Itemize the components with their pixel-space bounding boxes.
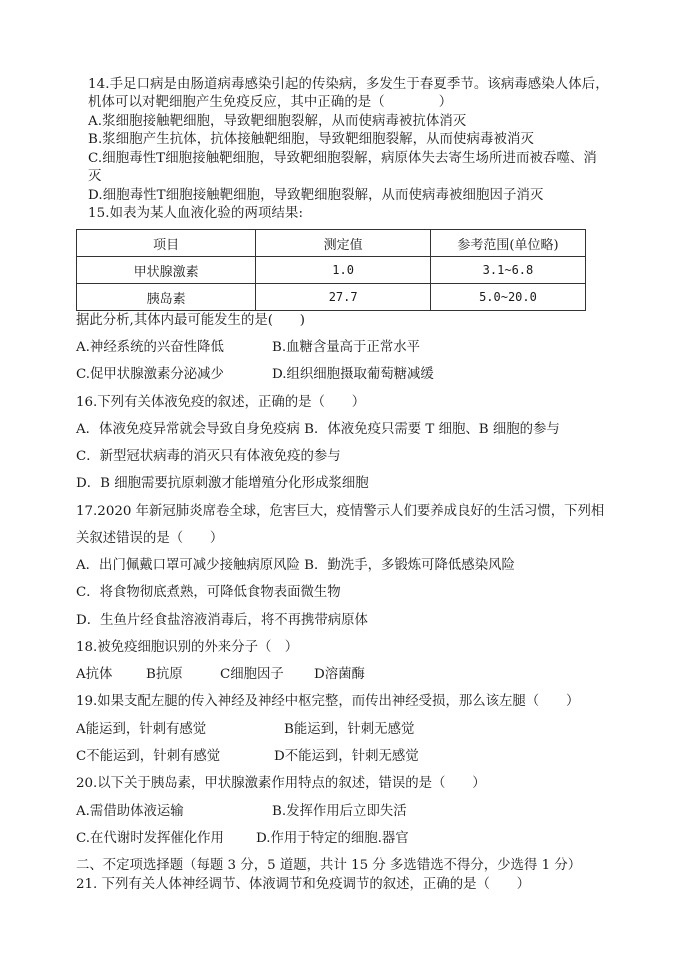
table-cell-measured: 1.0	[256, 257, 431, 284]
q15-option-c: C.促甲状腺激素分泌减少	[76, 367, 224, 382]
q15-stem: 15.如表为某人血液化验的两项结果:	[88, 206, 304, 221]
q20-options-ab	[76, 803, 407, 821]
q19-stem: 19.如果支配左腿的传入神经及神经中枢完整，而传出神经受损，那么该左腿（ ）	[76, 694, 580, 709]
q20-stem: 20.以下关于胰岛素，甲状腺激素作用特点的叙述，错误的是（ ）	[76, 776, 486, 791]
q19-option-a: A能运到，针刺有感觉	[76, 722, 207, 737]
q16-stem: 16.下列有关体液免疫的叙述，正确的是（ ）	[76, 395, 366, 410]
q18-option-c: C细胞因子	[220, 667, 284, 682]
table-header-item: 项目	[77, 230, 256, 257]
q20-option-a: A.需借助体液运输	[76, 804, 184, 819]
q18-option-a: A抗体	[76, 667, 113, 682]
q20-option-d: D.作用于特定的细胞.器官	[256, 831, 409, 846]
q15-option-d: D.组织细胞摄取葡萄糖减缓	[272, 367, 434, 382]
q19-option-c: C不能运到，针刺有感觉	[76, 749, 221, 764]
table-cell-item: 胰岛素	[77, 284, 256, 311]
q14-option-d: D.细胞毒性T细胞接触靶细胞，导致靶细胞裂解，从而使病毒被细胞因子消灭	[88, 188, 544, 203]
q14-option-a: A.浆细胞接触靶细胞，导致靶细胞裂解，从而使病毒被抗体消灭	[88, 114, 467, 129]
q15-options-cd	[76, 366, 434, 384]
q14-stem-line1: 14.手足口病是由肠道病毒感染引起的传染病，多发生于春夏季节。该病毒感染人体后，	[88, 77, 609, 92]
q17-option-d: D．生鱼片经食盐溶液消毒后，将不再携带病原体	[76, 613, 368, 628]
q17-stem-line1: 17.2020 年新冠肺炎席卷全球，危害巨大，疫情警示人们要养成良好的生活习惯，下列相	[76, 504, 605, 519]
q18-options	[76, 666, 365, 684]
q14-option-c-line1: C.细胞毒性T细胞接触靶细胞，导致靶细胞裂解，病原体失去寄生场所进而被吞噬、消	[88, 151, 597, 166]
table-cell-item: 甲状腺激素	[77, 257, 256, 284]
q15-option-a: A.神经系统的兴奋性降低	[76, 340, 224, 355]
q20-option-b: B.发挥作用后立即失活	[272, 804, 407, 819]
table-cell-measured: 27.7	[256, 284, 431, 311]
q19-options-cd	[76, 748, 419, 766]
q14-stem-line2: 机体可以对靶细胞产生免疫反应，其中正确的是（ ）	[88, 95, 453, 110]
q16-option-d: D．B 细胞需要抗原刺激才能增殖分化形成浆细胞	[76, 476, 369, 491]
q14-option-b: B.浆细胞产生抗体，抗体接触靶细胞，导致靶细胞裂解，从而使病毒被消灭	[88, 132, 534, 147]
q19-option-b: B能运到，针刺无感觉	[284, 722, 415, 737]
q17-options-ab: A．出门佩戴口罩可减少接触病原风险 B．勤洗手，多锻炼可降低感染风险	[76, 558, 515, 573]
q18-option-d: D溶菌酶	[314, 667, 365, 682]
table-header-reference: 参考范围(单位略)	[430, 230, 585, 257]
q15-question: 据此分析,其体内最可能发生的是( )	[76, 313, 305, 328]
q14-option-c-line2: 灭	[88, 169, 102, 184]
q20-option-c: C.在代谢时发挥催化作用	[76, 831, 224, 846]
q20-options-cd	[76, 830, 409, 848]
q21-stem: 21. 下列有关人体神经调节、体液调节和免疫调节的叙述，正确的是（ ）	[76, 877, 531, 892]
q16-option-c: C．新型冠状病毒的消灭只有体液免疫的参与	[76, 449, 341, 464]
blood-test-table	[76, 229, 586, 311]
q18-option-b: B抗原	[146, 667, 183, 682]
q19-option-d: D不能运到，针刺无感觉	[274, 749, 419, 764]
table-cell-reference: 5.0~20.0	[430, 284, 585, 311]
table-header-measured: 测定值	[256, 230, 431, 257]
q16-options-ab: A．体液免疫异常就会导致自身免疫病 B．体液免疫只需要 T 细胞、B 细胞的参与	[76, 422, 560, 437]
q17-stem-line2: 关叙述错误的是（ ）	[76, 531, 224, 546]
q15-options-ab	[76, 339, 420, 357]
q18-stem: 18.被免疫细胞识别的外来分子（ ）	[76, 640, 299, 655]
table-row	[77, 257, 586, 284]
q19-options-ab	[76, 721, 414, 739]
q15-option-b: B.血糖含量高于正常水平	[272, 340, 421, 355]
section2-heading: 二、不定项选择题（每题 3 分，5 道题，共计 15 分 多选错选不得分，少选得 1 分）	[76, 858, 582, 873]
table-header-row	[77, 230, 586, 257]
q17-option-c: C．将食物彻底煮熟，可降低食物表面微生物	[76, 585, 341, 600]
table-cell-reference: 3.1~6.8	[430, 257, 585, 284]
table-row	[77, 284, 586, 311]
